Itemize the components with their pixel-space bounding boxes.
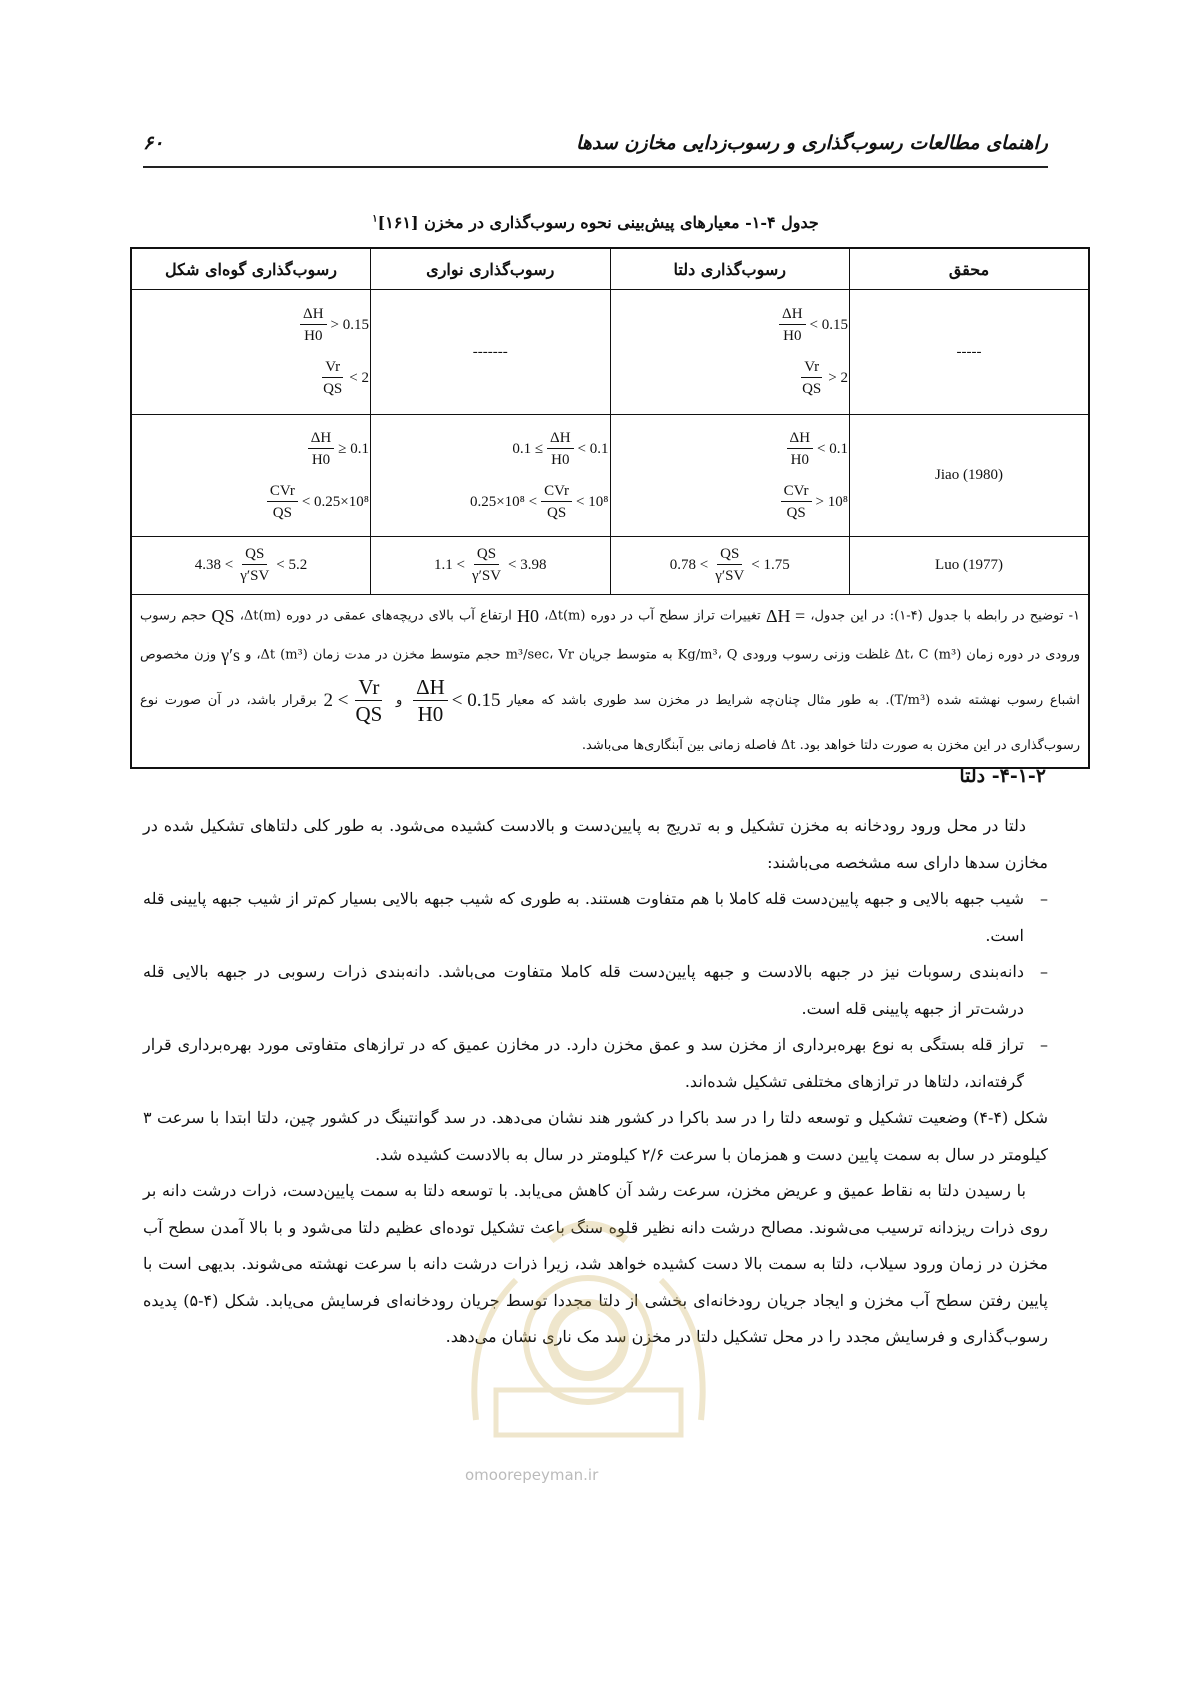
bullet-list	[143, 881, 1048, 1100]
running-title: راهنمای مطالعات رسوب‌گذاری و رسوب‌زدایی مخازن سدها	[576, 132, 1048, 154]
wedge-cell: $\frac{\Delta H}{H0}$ ≥ 0.1 $\frac{\text{CVr}}{QS}$ < 0.25×10⁸	[131, 415, 371, 537]
page-header	[143, 130, 1048, 168]
researcher-cell: Luo (1977)	[850, 537, 1090, 595]
delta-cell: $\frac{\Delta H}{H0}$ < 0.1 $\frac{\text{CVr}}{QS}$ > 10⁸	[610, 415, 850, 537]
wedge-cell: $\frac{\Delta H}{H0}$ > 0.15 $\frac{Vr}{QS}$ < 2	[131, 290, 371, 415]
table-caption	[143, 213, 1048, 232]
list-item: – شیب جبهه بالایی و جبهه پایین‌دست قله کاملا با هم متفاوت هستند. به طوری که شیب جبهه بالایی بسیار کم‌تر از شیب جبهه پایینی قله است.	[143, 881, 1024, 954]
list-item: – دانه‌بندی رسوبات نیز در جبهه بالادست و جبهه پایین‌دست قله کاملا متفاوت می‌باشد. دانه‌بندی ذرات رسوبی در جبهه بالایی قله درشت‌تر از جبهه پایینی قله است.	[143, 954, 1024, 1027]
wedge-cell: 4.38 < $\frac{QS}{\gamma'SV}$ < 5.2	[131, 537, 371, 595]
delta-cell: $\frac{\Delta H}{H0}$ < 0.15 $\frac{Vr}{QS}$ > 2	[610, 290, 850, 415]
ribbon-cell: 0.1 ≤ $\frac{\Delta H}{H0}$ < 0.1 0.25×10⁸ < $\frac{\text{CVr}}{QS}$ < 10⁸	[371, 415, 611, 537]
researcher-cell: -----	[850, 290, 1090, 415]
table-row	[131, 537, 1089, 595]
paragraph: شکل (۴-۴) وضعیت تشکیل و توسعه دلتا را در سد باکرا در کشور هند نشان می‌دهد. در سد گوانتینگ در کشور چین، دلتا ابتدا با سرعت ۳ کیلومتر در سال به سمت پایین دست و همزمان با سرعت ۲/۶ کیلومتر در سال به بالادست کشیده شد.	[143, 1108, 1049, 1164]
table-row	[131, 415, 1089, 537]
ribbon-cell: -------	[371, 290, 611, 415]
section-title: ۴-۱-۲- دلتا	[959, 765, 1046, 787]
page-number: ۶۰	[143, 132, 164, 154]
col-header: رسوب‌گذاری نواری	[371, 248, 611, 290]
section-body	[143, 808, 1048, 1356]
col-header: رسوب‌گذاری دلتا	[610, 248, 850, 290]
paragraph: با رسیدن دلتا به نقاط عمیق و عریض مخزن، سرعت رشد آن کاهش می‌یابد. با توسعه دلتا به سمت پایین‌دست، ذرات درشت دانه بر روی ذرات ریزدانه ترسیب می‌شوند. مصالح درشت دانه نظیر قلوه سنگ باعث تشکیل توده‌ای عظیم دلتا می‌شود و با بالا آمدن سطح آب مخزن در زمان ورود سیلاب، دلتا به سمت بالا دست کشیده خواهد شد، زیرا ذرات درشت دانه با سرعت نهشته می‌شوند. بدیهی است با پایین رفتن سطح آب مخزن و ایجاد جریان رودخانه‌ای بخشی از دلتا مجددا توسط جریان رودخانه‌ای فرسایش می‌یابد. شکل (۴-۵) پدیده رسوب‌گذاری و فرسایش مجدد را در محل تشکیل دلتا در مخزن سد مک ناری نشان می‌دهد.	[143, 1181, 1048, 1346]
paragraph: دلتا در محل ورود رودخانه به مخزن تشکیل و به تدریج به پایین‌دست و بالادست کشیده می‌شود. به طور کلی دلتاهای تشکیل شده در مخازن سدها دارای سه مشخصه می‌باشند:	[143, 816, 1048, 872]
delta-cell: 0.78 < $\frac{QS}{\gamma'SV}$ < 1.75	[610, 537, 850, 595]
list-item: – تراز قله بستگی به نوع بهره‌برداری از مخزن سد و عمق مخزن دارد. در مخازن عمیق که در ترازهای متفاوتی مورد بهره‌برداری قرار گرفته‌اند، دلتاها در ترازهای مختلفی تشکیل شده‌اند.	[143, 1027, 1024, 1100]
col-header: محقق	[850, 248, 1090, 290]
table-note-row	[131, 595, 1089, 769]
watermark-url: omoorepeyman.ir	[465, 1466, 599, 1484]
table-header-row	[131, 248, 1089, 290]
footnote-mark: ۱	[372, 213, 378, 225]
col-header: رسوب‌گذاری گوه‌ای شکل	[131, 248, 371, 290]
researcher-cell: Jiao (1980)	[850, 415, 1090, 537]
criteria-table	[130, 247, 1090, 769]
table-row	[131, 290, 1089, 415]
table-note: ۱- توضیح در رابطه با جدول (۴-۱): در این جدول، ΔH = تغییرات تراز سطح آب در دوره (m)Δt، H0 ارتفاع آب بالای دریچه‌های عمقی در دوره (m)Δt، QS حجم رسوب ورودی در دوره زمان (m³) Δt، C غلظت وزنی رسوب ورودی Kg/m³، Q به متوسط جریان m³/sec، Vr حجم متوسط مخزن در مدت زمان (m³) Δt، و γ′s وزن مخصوص اشباع رسوب نهشته شده (T/m³). به طور مثال چنان‌چه شرایط در مخزن سد طوری باشد که معیار $\frac{\Delta H}{H0}$ < 0.15 و 2 < $\frac{Vr}{QS}$ برقرار باشد، در آن صورت نوع رسوب‌گذاری در این مخزن به صورت دلتا خواهد بود. Δt فاصله زمانی بین آبنگاری‌ها می‌باشد.	[131, 595, 1089, 769]
table-caption-text: جدول ۴-۱- معیارهای پیش‌بینی نحوه رسوب‌گذاری در مخزن [۱۶۱]	[377, 213, 819, 232]
ribbon-cell: 1.1 < $\frac{QS}{\gamma'SV}$ < 3.98	[371, 537, 611, 595]
